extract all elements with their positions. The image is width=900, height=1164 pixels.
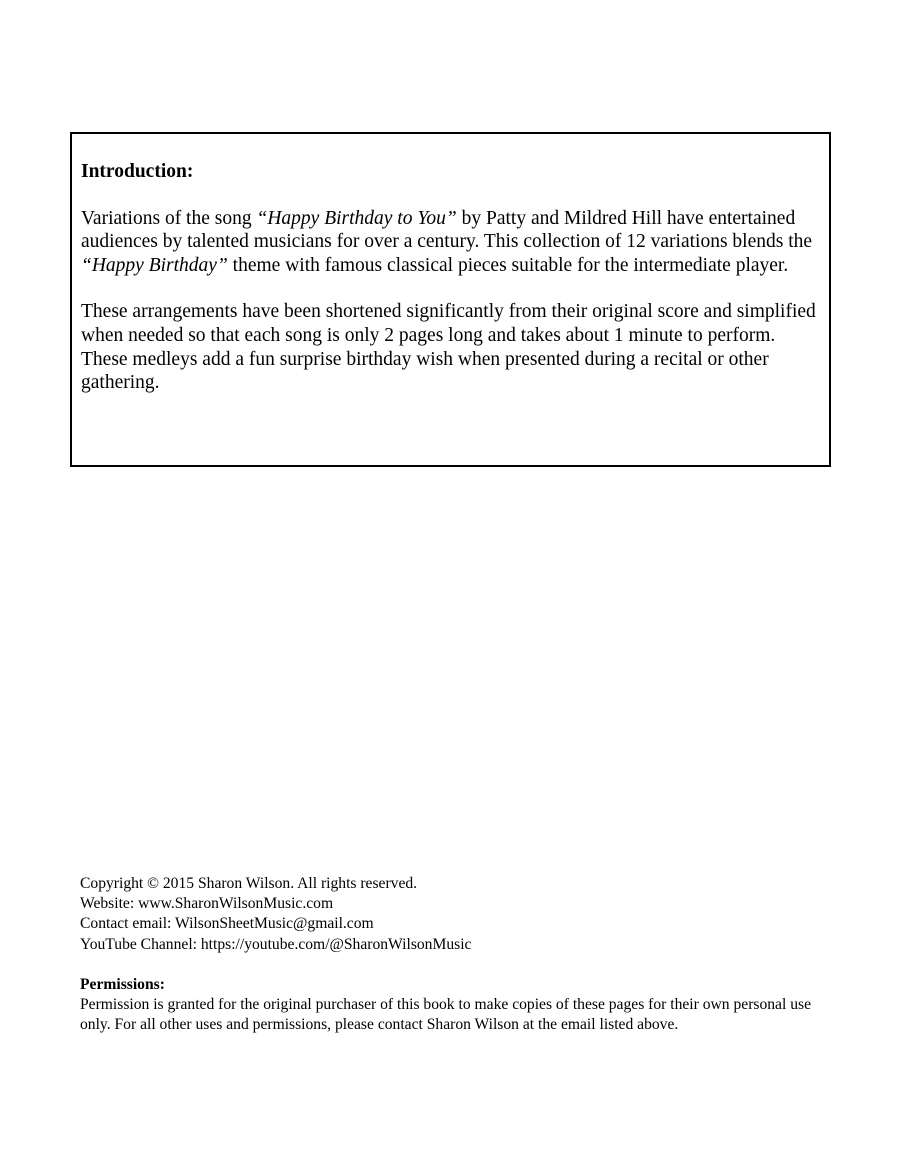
- introduction-paragraph-2: These arrangements have been shortened significantly from their original score and simplified when needed so that each song is only 2 pages long and takes about 1 minute to perform. These medleys add a fun surprise birthday wish when presented during a recital or other gathering.: [81, 301, 816, 394]
- introduction-content: [72, 134, 829, 395]
- youtube-channel-line: YouTube Channel: https://youtube.com/@SharonWilsonMusic: [80, 935, 472, 953]
- intro-text-part-1: Variations of the song: [81, 207, 257, 229]
- introduction-box: [70, 132, 831, 467]
- theme-title: “Happy Birthday”: [81, 254, 228, 276]
- introduction-heading: Introduction:: [81, 161, 194, 182]
- permissions-heading: Permissions:: [80, 975, 165, 993]
- intro-text-part-2: by Patty and Mildred Hill have entertained audiences by talented musicians for over a century. This collection of 12 variations blends the: [81, 207, 813, 253]
- song-title: “Happy Birthday to You”: [256, 207, 457, 229]
- contact-email-line: Contact email: WilsonSheetMusic@gmail.com: [80, 915, 374, 933]
- website-line: Website: www.SharonWilsonMusic.com: [80, 895, 334, 913]
- introduction-paragraph-1: [81, 207, 820, 278]
- permissions-text: Permission is granted for the original purchaser of this book to make copies of these pages for their own personal use only. For all other uses and permissions, please contact Sharon Wilson at the email listed above.: [80, 996, 811, 1034]
- copyright-notice: Copyright © 2015 Sharon Wilson. All rights reserved.: [80, 875, 418, 892]
- footer: [80, 874, 825, 1035]
- intro-text-part-3: theme with famous classical pieces suitable for the intermediate player.: [227, 254, 789, 276]
